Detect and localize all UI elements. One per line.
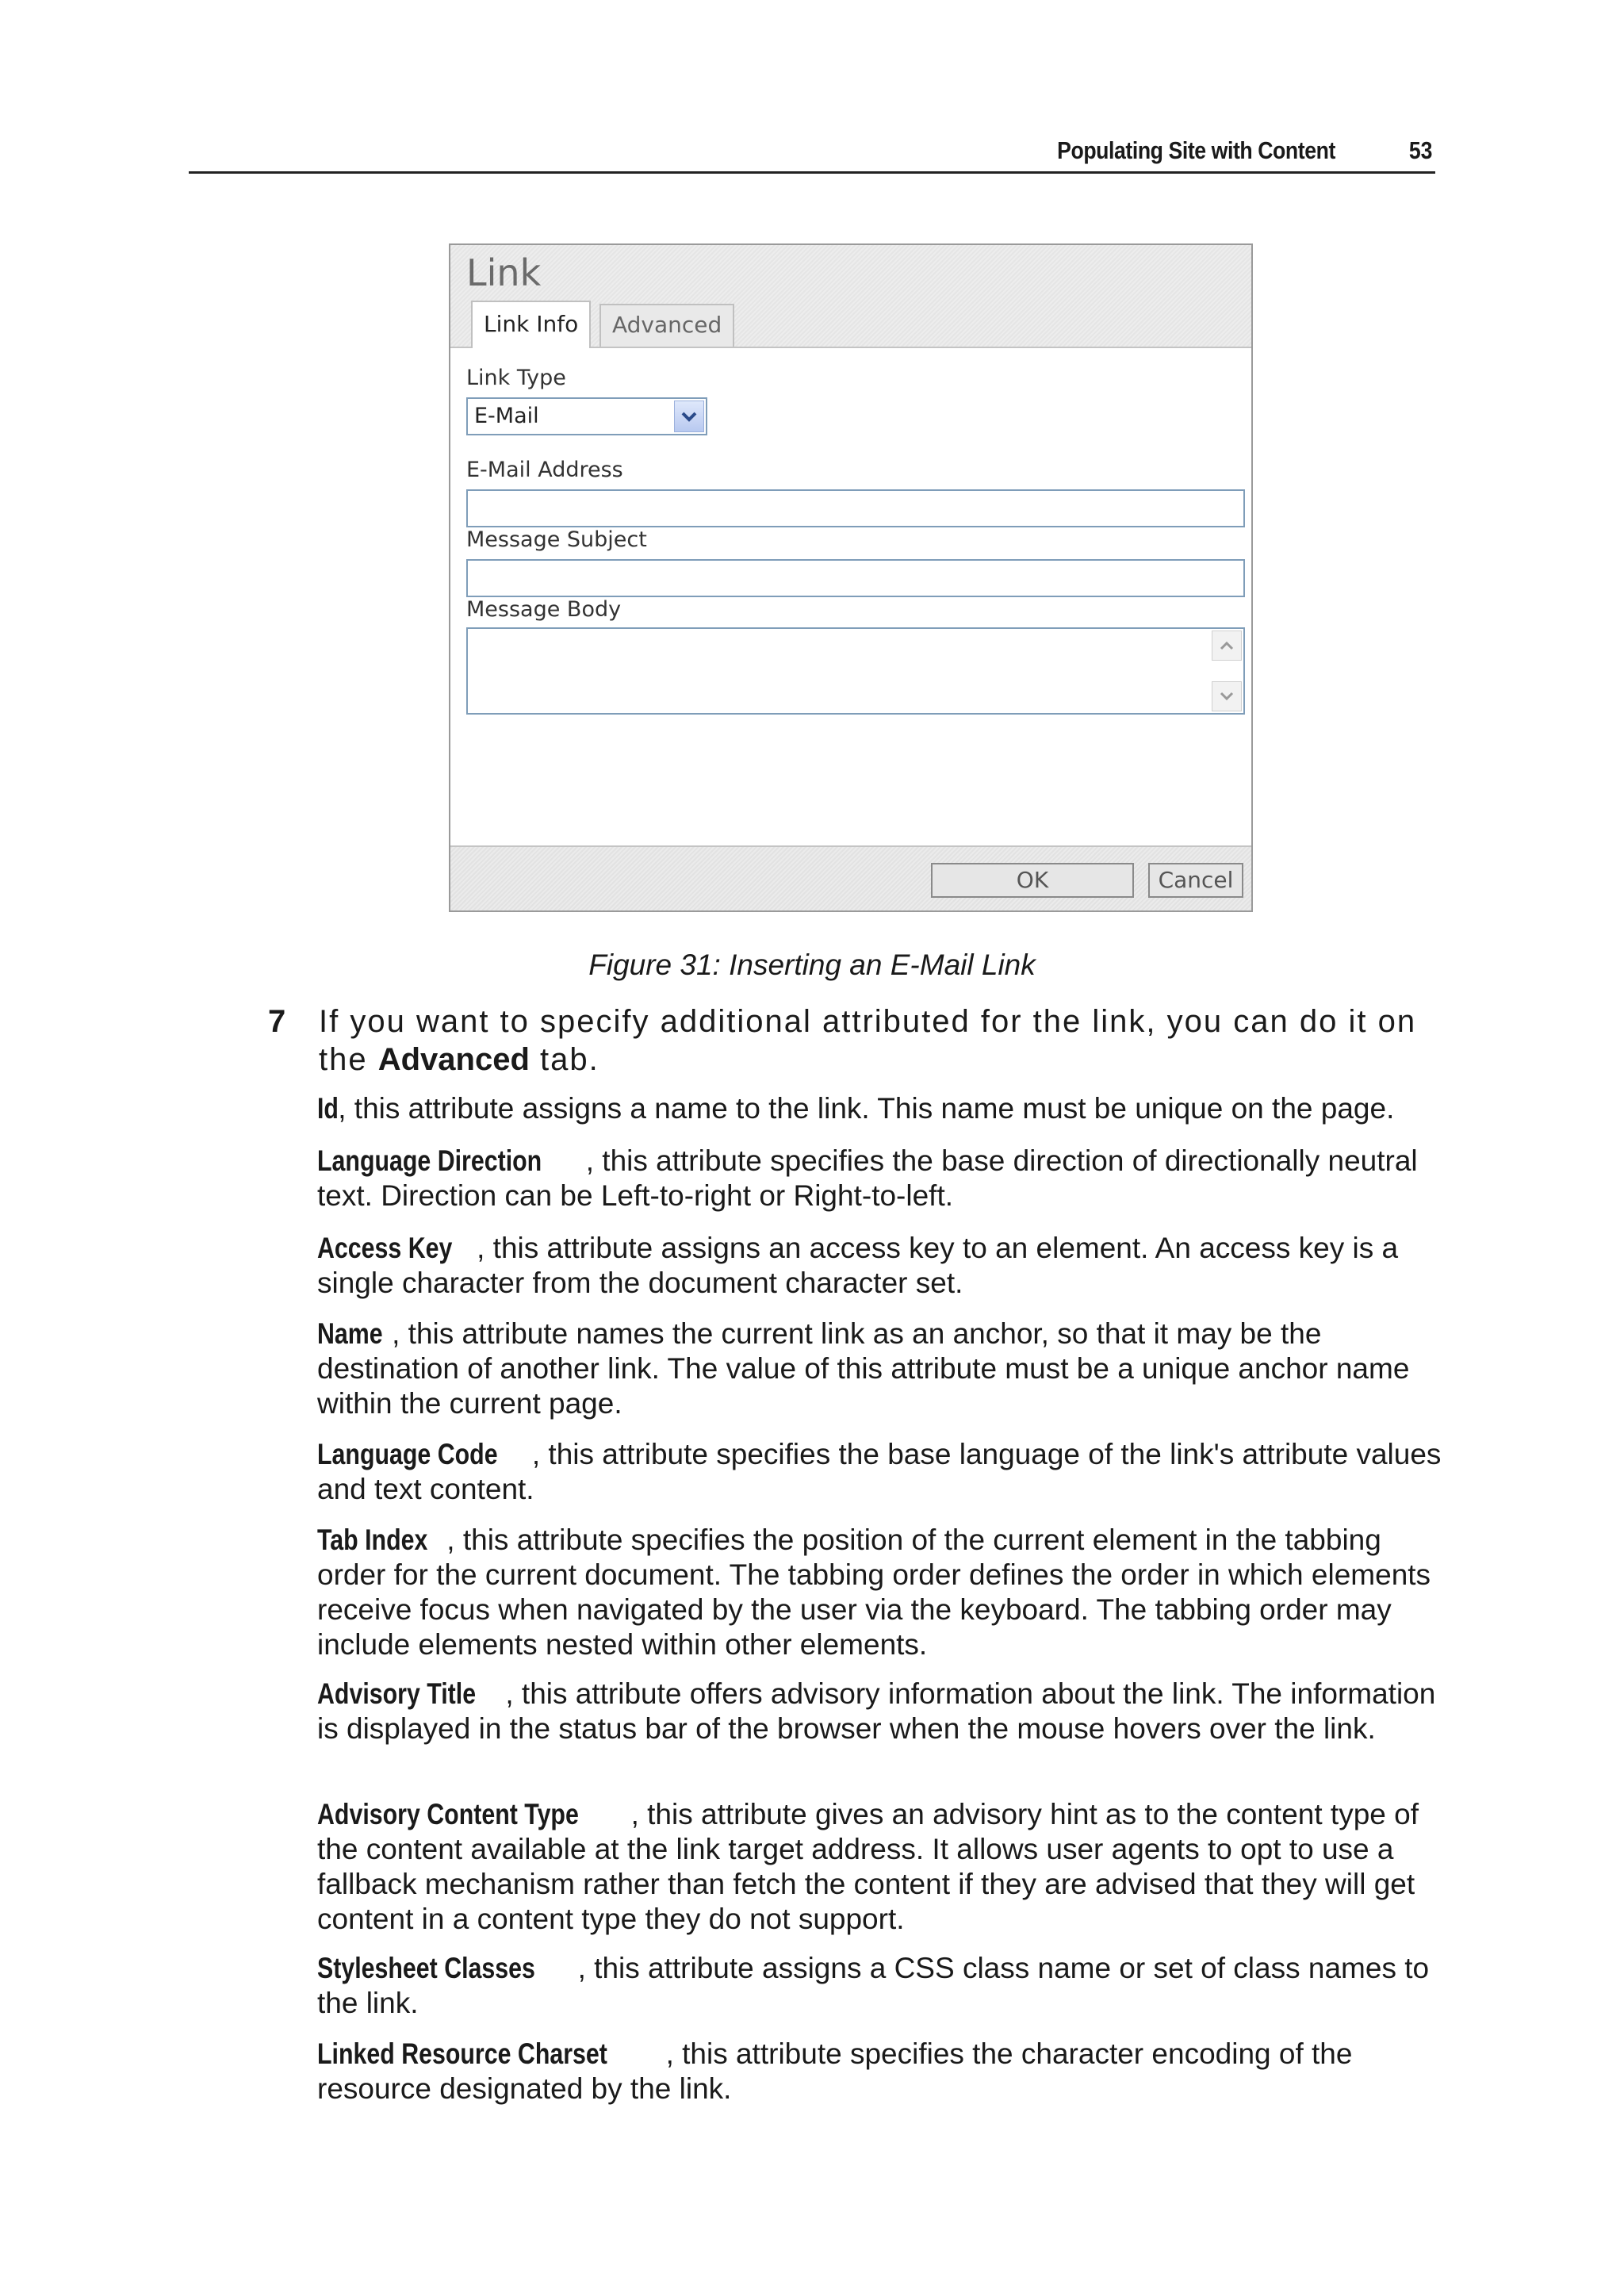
attr-paragraph [317,1437,1443,1507]
attr-term: Advisory Content Type [317,1798,579,1830]
link-type-label: Link Type [466,366,566,390]
cancel-button[interactable]: Cancel [1148,863,1243,898]
message-body-label: Message Body [466,597,622,622]
attr-term: Name [317,1317,383,1350]
attr-paragraph [317,1231,1443,1301]
attr-desc: , this attribute assigns a CSS class name or set of class names to the link. [317,1952,1430,2019]
message-subject-input[interactable] [466,559,1245,597]
page-number: 53 [1408,136,1432,164]
attr-term: Language Code [317,1438,498,1470]
step-text-after: tab. [529,1042,599,1077]
attr-desc: , this attribute gives an advisory hint as to the content type of the content available at the link target address. It allows user agents to opt to use a fallback mechanism rather than fetch the content if they are advised that they will get content in a content type they do not support. [317,1798,1419,1935]
link-dialog-screenshot [449,243,1253,912]
chevron-down-icon[interactable] [674,401,704,432]
attr-desc: , this attribute offers advisory information about the link. The information is displayed in the status bar of the browser when the mouse hovers over the link. [317,1677,1436,1745]
attr-desc: , this attribute specifies the base language of the link's attribute values and text content. [317,1438,1442,1505]
attr-desc: , this attribute specifies the base direction of directionally neutral text. Direction can be Left-to-right or Right-to-left. [317,1144,1418,1212]
attr-paragraph [317,1523,1443,1662]
message-body-textarea[interactable] [466,627,1245,715]
attr-paragraph [317,1951,1443,2021]
link-type-select[interactable] [466,397,707,435]
step-text [270,1002,1443,1079]
link-type-value: E-Mail [474,404,539,428]
running-header [189,136,1435,174]
ok-button[interactable]: OK [931,863,1134,898]
attr-desc: , this attribute names the current link as an anchor, so that it may be the destination of another link. The value of this attribute must be a unique anchor name within the current page. [317,1317,1410,1420]
attr-term: Stylesheet Classes [317,1952,535,1984]
attr-paragraph [317,1317,1443,1421]
step-text-before: If you want to specify additional attributed for the link, you can do it on the [319,1004,1417,1077]
step-bold-term: Advanced [377,1042,530,1077]
figure-caption: Figure 31: Inserting an E-Mail Link [588,949,1036,981]
tab-advanced[interactable]: Advanced [599,304,734,347]
attr-paragraph [317,1677,1443,1746]
message-subject-label: Message Subject [466,527,647,552]
attr-paragraph [317,1091,1443,1126]
attr-term: Tab Index [317,1524,428,1556]
attr-term: Language Direction [317,1144,542,1177]
attr-paragraph [317,1797,1443,1937]
attr-desc: , this attribute assigns an access key to an element. An access key is a single character from the document character set. [317,1232,1399,1299]
attr-paragraph [317,2037,1443,2106]
attr-term: Id [317,1092,339,1125]
email-address-label: E-Mail Address [466,458,623,482]
dialog-title: Link [466,251,542,294]
attr-term: Linked Resource Charset [317,2037,607,2070]
attr-desc: , this attribute specifies the character encoding of the resource designated by the link. [317,2037,1353,2105]
running-header-title: Populating Site with Content [1057,136,1335,164]
attr-desc: , this attribute assigns a name to the link. This name must be unique on the page. [338,1092,1395,1125]
scroll-down-icon[interactable] [1212,681,1242,711]
attr-desc: , this attribute specifies the position of the current element in the tabbing order for the current document. The tabbing order defines the order in which elements receive focus when navigated by the user via the keyboard. The tabbing order may include elements nested within other elements. [317,1524,1431,1661]
step-number: 7 [268,1004,288,1039]
attr-term: Advisory Title [317,1677,477,1710]
dialog-header [450,245,1251,348]
dialog-footer [450,845,1251,910]
attr-paragraph [317,1144,1443,1213]
tab-link-info[interactable]: Link Info [471,301,591,348]
step-7 [270,1002,1443,1079]
scroll-up-icon[interactable] [1212,631,1242,661]
attr-term: Access Key [317,1232,453,1264]
email-address-input[interactable] [466,489,1245,527]
